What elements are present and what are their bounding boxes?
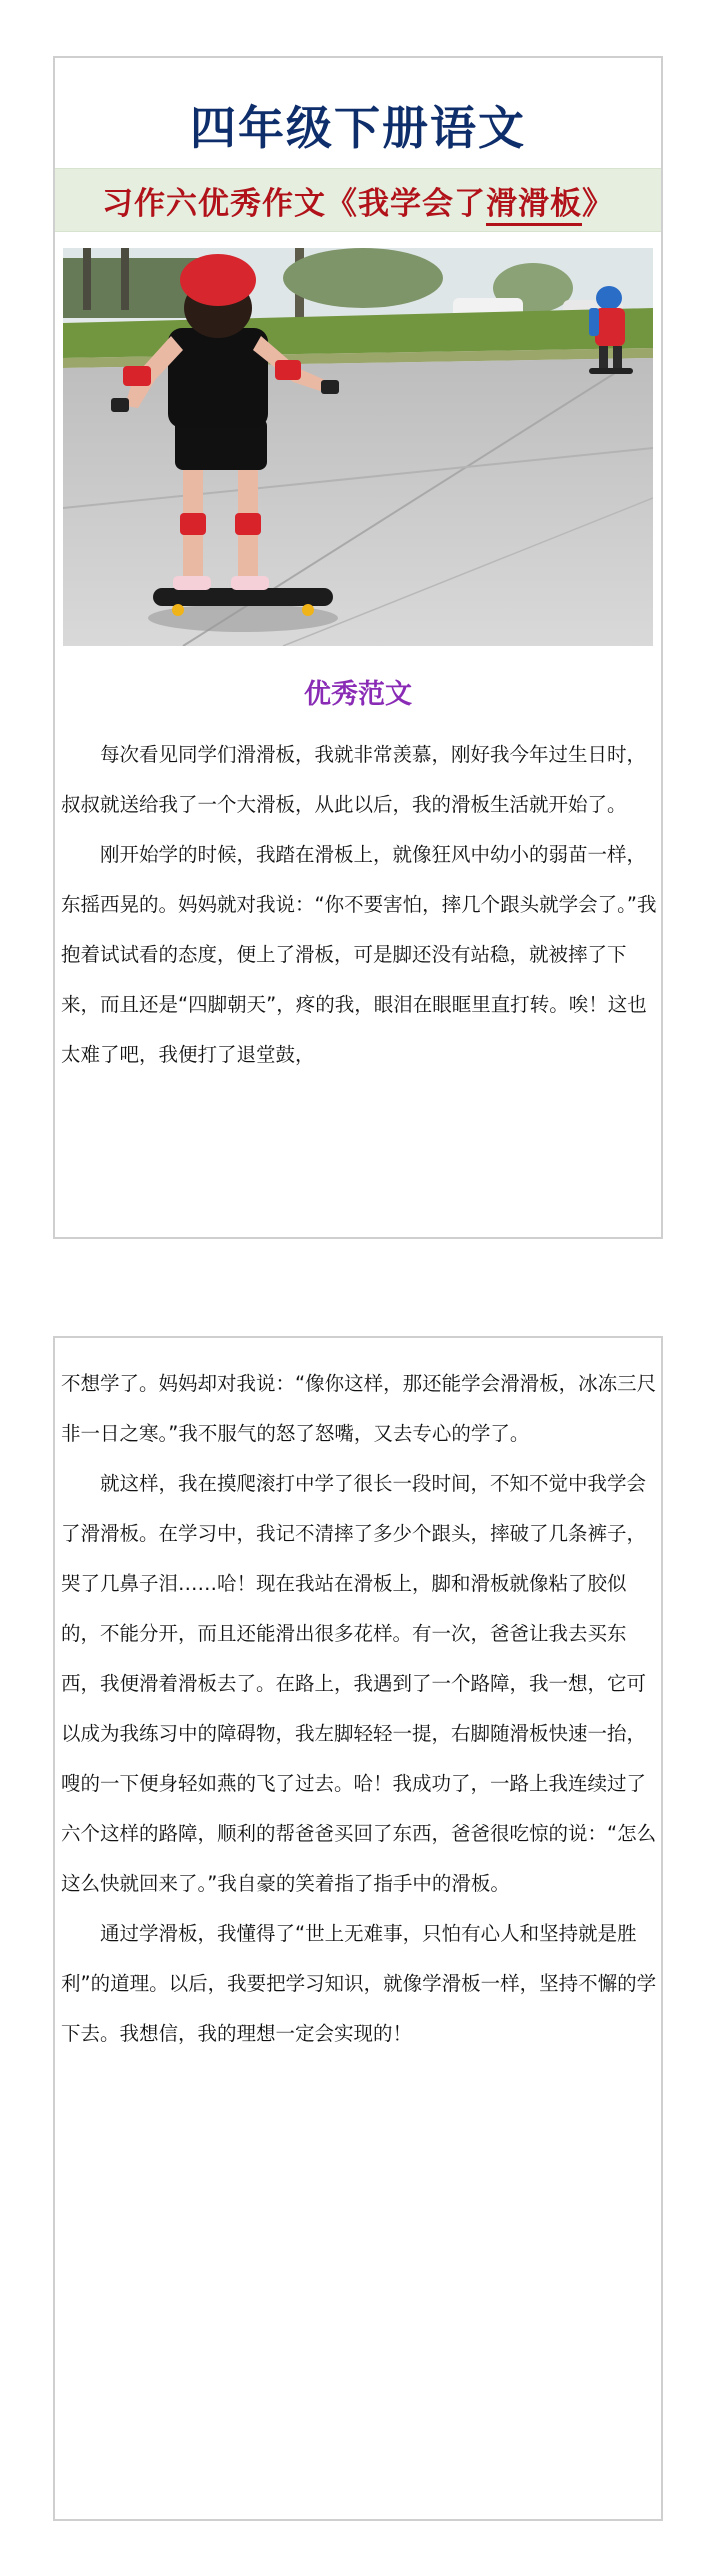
essay-title-highlight: 滑滑板 <box>486 186 582 226</box>
essay-paragraph: 每次看见同学们滑滑板，我就非常羡慕，刚好我今年过生日时，叔叔就送给我了一个大滑板，从此以后，我的滑板生活就开始了。 <box>61 743 647 816</box>
skateboard-photo <box>63 248 653 646</box>
essay-body-page-1 <box>61 730 659 1080</box>
page-title: 四年级下册语文 <box>190 101 526 155</box>
essay-paragraph: 就这样，我在摸爬滚打中学了很长一段时间，不知不觉中我学会了滑滑板。在学习中，我记不清摔了多少个跟头，摔破了几条裤子，哭了几鼻子泪……哈！现在我站在滑板上，脚和滑板就像粘了胶似的，不能分开，而且还能滑出很多花样。有一次，爸爸让我去买东西，我便滑着滑板去了。在路上，我遇到了一个路障，我一想，它可以成为我练习中的障碍物，我左脚轻轻一提，右脚随滑板快速一抬，嗖的一下便身轻如燕的飞了过去。哈！我成功了，一路上我连续过了六个这样的路障，顺利的帮爸爸买回了东西，爸爸很吃惊的说：“怎么这么快就回来了。”我自豪的笑着指了指手中的滑板。 <box>61 1472 657 1895</box>
essay-paragraph: 通过学滑板，我懂得了“世上无难事，只怕有心人和坚持就是胜利”的道理。以后，我要把学习知识，就像学滑板一样，坚持不懈的学下去。我想信，我的理想一定会实现的！ <box>61 1922 657 2045</box>
essay-title-suffix: 》 <box>582 185 614 222</box>
essay-paragraph-continuation: 不想学了。妈妈却对我说：“像你这样，那还能学会滑滑板，冰冻三尺非一日之寒。”我不服气的怒了怒嘴，又去专心的学了。 <box>61 1372 657 1445</box>
section-heading: 优秀范文 <box>304 679 412 710</box>
page-card-2 <box>53 1336 663 2521</box>
essay-title <box>102 178 614 223</box>
essay-body-page-2 <box>61 1359 659 2059</box>
subtitle-banner <box>55 168 661 232</box>
essay-paragraph: 刚开始学的时候，我踏在滑板上，就像狂风中幼小的弱苗一样，东摇西晃的。妈妈就对我说：“你不要害怕，摔几个跟头就学会了。”我抱着试试看的态度，便上了滑板，可是脚还没有站稳，就被摔了下来，而且还是“四脚朝天”，疼的我，眼泪在眼眶里直打转。唉！这也太难了吧，我便打了退堂鼓， <box>61 843 657 1066</box>
page-card-1 <box>53 56 663 1239</box>
essay-title-prefix: 习作六优秀作文《我学会了 <box>102 185 486 222</box>
